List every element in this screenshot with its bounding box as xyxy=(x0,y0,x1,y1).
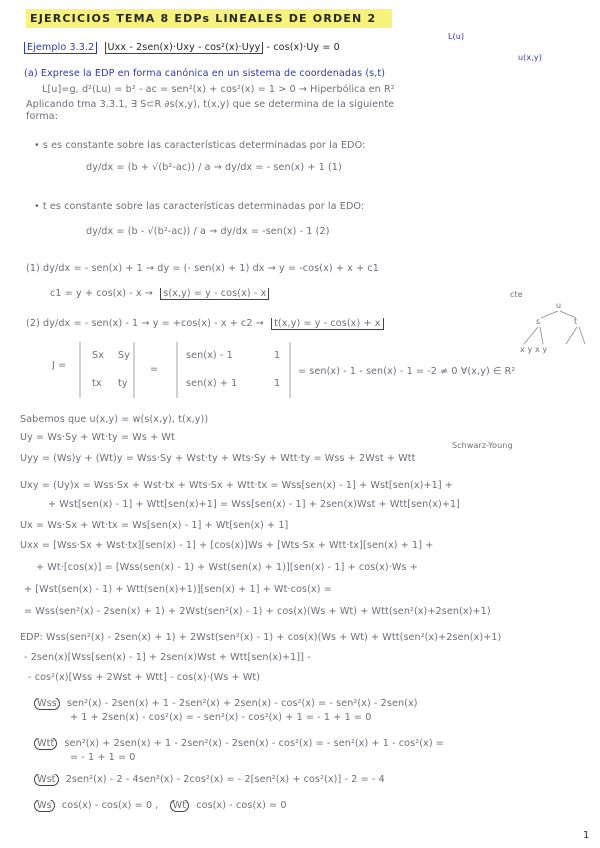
edp-line-1: EDP: Wss(sen²(x) - 2sen(x) + 1) + 2Wst(sen²(x) - 1) + cos(x)(Ws + Wt) + Wtt(sen²(x)+2sen(x)+1) xyxy=(20,632,502,643)
t-ode: dy/dx = (b - √(b²-ac)) / a → dy/dx = -sen(x) - 1 (2) xyxy=(86,226,330,237)
annotation-lu: L(u) xyxy=(448,32,465,41)
tree-t: t xyxy=(574,317,578,326)
jacobian-sx: Sx xyxy=(92,350,104,361)
wt-expr: cos(x) - cos(x) = 0 xyxy=(196,800,287,811)
s-result-box: s(x,y) = y - cos(x) - x xyxy=(160,288,269,300)
ode1-solution: (1) dy/dx = - sen(x) + 1 → dy = (- sen(x) + 1) dx → y = -cos(x) + x + c1 xyxy=(26,263,379,274)
example-label: Ejemplo 3.3.2 xyxy=(24,42,97,54)
tree-leaves: x y x y xyxy=(520,345,548,354)
wss-tag: Wss xyxy=(34,698,60,710)
page-number: 1 xyxy=(583,830,590,841)
wtt-tag: Wtt xyxy=(34,738,57,750)
wtt-expr-1: sen²(x) + 2sen(x) + 1 - 2sen²(x) - 2sen(x) - cos²(x) = - sen²(x) + 1 - cos²(x) = xyxy=(64,738,444,749)
jacobian-n11: sen(x) - 1 xyxy=(186,350,233,361)
ws-tag: Ws xyxy=(34,800,55,812)
wst-expr: 2sen²(x) - 2 - 4sen²(x) - 2cos²(x) = - 2[sen²(x) + cos²(x)] - 2 = - 4 xyxy=(65,774,385,785)
uy-line: Uy = Ws·Sy + Wt·ty = Ws + Wt xyxy=(20,432,175,443)
example-rest: - cos(x)·Uy = 0 xyxy=(266,42,340,53)
composition-statement: Sabemos que u(x,y) = w(s(x,y), t(x,y)) xyxy=(20,414,209,425)
constant-note: cte xyxy=(510,290,523,299)
s-ode: dy/dx = (b + √(b²-ac)) / a → dy/dx = - sen(x) + 1 (1) xyxy=(86,162,342,173)
ws-wt-line xyxy=(34,800,287,812)
wst-tag: Wst xyxy=(34,774,59,786)
wss-expr-2: + 1 + 2sen(x) - cos²(x) = - sen²(x) - cos²(x) + 1 = - 1 + 1 = 0 xyxy=(70,712,372,723)
classification-line: L[u]=g, d²(Lu) = b² - ac = sen²(x) + cos²(x) = 1 > 0 → Hiperbólica en R² xyxy=(42,84,395,95)
jacobian-j: J = xyxy=(52,360,67,371)
uxx-line-3: + [Wst(sen(x) - 1) + Wtt(sen(x)+1)][sen(x) + 1] + Wt·cos(x) = xyxy=(24,584,332,595)
edp-line-2: - 2sen(x)[Wss[sen(x) - 1] + 2sen(x)Wst + Wtt[sen(x)+1]] - xyxy=(24,652,311,663)
annotation-uxy: u(x,y) xyxy=(518,53,542,62)
tree-s: s xyxy=(536,317,541,326)
wss-expr-1: sen²(x) - 2sen(x) + 1 - 2sen²(x) + 2sen(x) - cos²(x) = - sen²(x) - 2sen(x) xyxy=(66,698,418,709)
jacobian-ty: ty xyxy=(118,378,128,389)
s-constant-text: • s es constante sobre las características determinadas por la EDO: xyxy=(34,140,366,151)
t-constant-text: • t es constante sobre las características determinadas por la EDO: xyxy=(34,201,365,212)
page-title: EJERCICIOS TEMA 8 EDPs LINEALES DE ORDEN 2 xyxy=(30,12,377,25)
theorem-line: Aplicando tma 3.3.1, ∃ S⊂R ∂s(x,y), t(x,y) que se determina de la siguiente xyxy=(26,99,395,110)
wtt-expr-2: = - 1 + 1 = 0 xyxy=(70,752,136,763)
uxy-line-1: Uxy = (Uy)x = Wss·Sx + Wst·tx + Wts·Sx + Wtt·tx = Wss[sen(x) - 1] + Wst[sen(x)+1] + xyxy=(20,480,453,491)
uxx-line-1: Uxx = [Wss·Sx + Wst·tx][sen(x) - 1] + [cos(x)]Ws + [Wts·Sx + Wtt·tx][sen(x) + 1] + xyxy=(20,540,434,551)
ux-line: Ux = Ws·Sx + Wt·tx = Ws[sen(x) - 1] + Wt[sen(x) + 1] xyxy=(20,520,289,531)
uyy-line: Uyy = (Ws)y + (Wt)y = Wss·Sy + Wst·ty + Wts·Sy + Wtt·ty = Wss + 2Wst + Wtt xyxy=(20,453,416,464)
jacobian-equals: = xyxy=(150,364,159,375)
part-a-statement: (a) Exprese la EDP en forma canónica en un sistema de coordenadas (s,t) xyxy=(24,68,386,79)
theorem-line-2: forma: xyxy=(26,111,59,122)
jacobian-n22: 1 xyxy=(274,378,281,389)
edp-line-3: - cos²(x)[Wss + 2Wst + Wtt] - cos(x)·(Ws + Wt) xyxy=(28,672,261,683)
t-result-box: t(x,y) = y - cos(x) + x xyxy=(271,318,383,330)
ws-expr: cos(x) - cos(x) = 0 , xyxy=(61,800,159,811)
wt-tag: Wt xyxy=(170,800,189,812)
uxx-line-2: + Wt·[cos(x)] = [Wss(sen(x) - 1) + Wst(sen(x) + 1)][sen(x) - 1] + cos(x)·Ws + xyxy=(36,562,418,573)
uxy-line-2: + Wst[sen(x) - 1] + Wtt[sen(x)+1] = Wss[sen(x) - 1] + 2sen(x)Wst + Wtt[sen(x)+1] xyxy=(48,499,461,510)
jacobian-n21: sen(x) + 1 xyxy=(186,378,238,389)
wst-line xyxy=(34,774,385,786)
example-operator: Uxx - 2sen(x)·Uxy - cos²(x)·Uyy xyxy=(105,42,264,54)
tree-root: u xyxy=(556,301,562,310)
uxx-line-4: = Wss(sen²(x) - 2sen(x) + 1) + 2Wst(sen²(x) - 1) + cos(x)(Ws + Wt) + Wtt(sen²(x)+2sen(x)+1) xyxy=(24,606,491,617)
wss-line-1 xyxy=(34,698,418,710)
jacobian-n12: 1 xyxy=(274,350,281,361)
wtt-line-1 xyxy=(34,738,444,750)
jacobian-tx: tx xyxy=(92,378,102,389)
ode2-expression: (2) dy/dx = - sen(x) - 1 → y = +cos(x) - x + c2 → xyxy=(26,318,264,329)
jacobian-result: = sen(x) - 1 - sen(x) - 1 = -2 ≠ 0 ∀(x,y) ∈ R² xyxy=(298,366,516,377)
jacobian-sy: Sy xyxy=(118,350,130,361)
schwarz-note: Schwarz-Young xyxy=(452,441,513,450)
c1-expression: c1 = y + cos(x) - x → xyxy=(50,288,154,299)
